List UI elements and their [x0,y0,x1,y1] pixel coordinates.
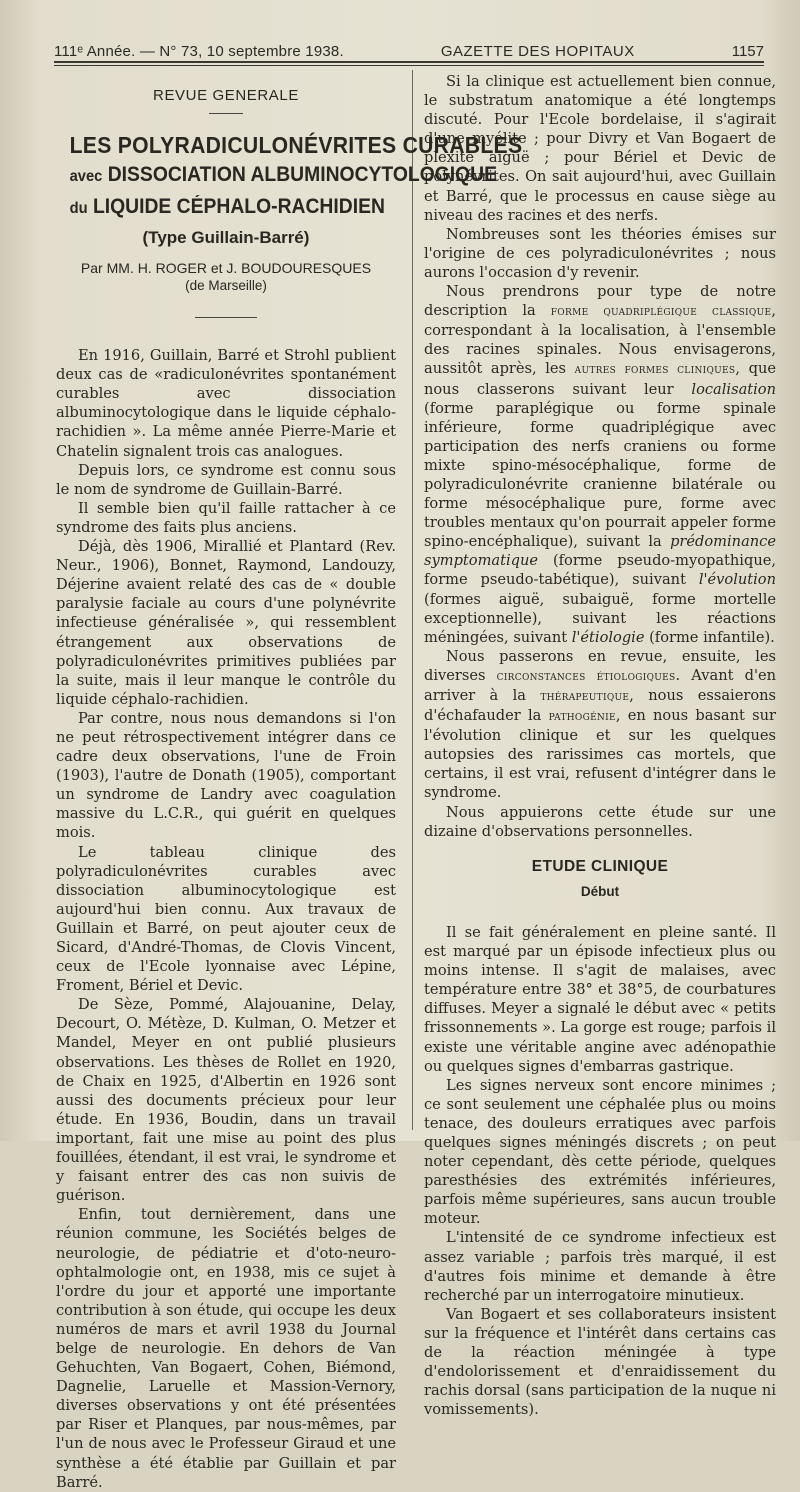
title-du: du [69,200,88,218]
paragraph: L'intensité de ce syndrome infectieux est assez variable ; parfois très marqué, il est d'autres fois minime et demande à être recherché par un interrogatoire minutieux. [424,1229,776,1304]
italic-run: prédominance symptomatique [424,533,776,570]
paragraph: Par contre, nous nous demandons si l'on ne peut rétrospectivement intégrer dans ce cadre deux observations, l'une de Froin (1903), l'autre de Donath (1905), comportant un syndrome de Landry avec coagulation massive du L.C.R., qui guérit en quelques mois. [56,709,396,842]
text-run: , en nous basant sur l'évolution clinique et sur les quelques autopsies des rarissimes cas mortels, que certains, il est vrai, refusent d'intégrer dans le syndrome. [424,707,776,802]
section-label: REVUE GENERALE [153,87,299,104]
title-line-3-main: LIQUIDE CÉPHALO-RACHIDIEN [92,195,385,219]
small-caps-run: autres formes cliniques [574,362,736,378]
paragraph: Déjà, dès 1906, Mirallié et Plantard (Rev. Neur., 1906), Bonnet, Raymond, Landouzy, Déjerine avaient relaté des cas de « double paralysie faciale au cours d'une polynévrite infectieuse généralisée », qui ressemblent étrangement aux observations de polyradiculonévrites primitives publiées par la suite, mais il leur manque le contrôle du liquide céphalo-rachidien. [56,538,396,708]
text-run: (forme infantile). [644,628,775,646]
italic-run: l'évolution [698,571,776,589]
text-run: , correspondant à la localisation, à l'ensemble des racines spinales. Nous envisagerons, aussitôt après, les [424,302,776,378]
small-caps-run: pathogénie [548,709,616,725]
text-run: (forme paraplégique ou forme spinale inférieure, forme quadriplégique avec participation des nerfs craniens ou forme mixte spino-mésocéphalique, forme de polyradiculonévrite cranienne bilatérale ou forme mésocéphalique pure, forme avec troubles mentaux qu'on pourrait appeler forme spino-encéphalique), suivant la [424,399,776,551]
title-rule [195,317,257,318]
section-rule [209,113,243,114]
paragraph-plan [424,647,776,803]
paragraph: Les signes nerveux sont encore minimes ; ce sont seulement une céphalée plus ou moins tenace, des douleurs erratiques avec parfois quelques signes méningés discrets ; on peut noter cependant, dès cette période, quelques paresthésies des extrémités inférieures, parfois même supérieures, sans aucun trouble moteur. [424,1076,776,1228]
paragraph: Le tableau clinique des polyradiculonévrites curables avec dissociation albuminocytologique est aujourd'hui bien connu. Aux travaux de Guillain et Barré, on peut ajouter ceux de Sicard, d'André-Thomas, de Clovis Vincent, ceux de l'Ecole lyonnaise avec Lépine, Froment, Bériel et Devic. [56,843,396,995]
paragraph: Nombreuses sont les théories émises sur l'origine de ces polyradiculonévrites ; nous aurons l'occasion d'y revenir. [424,225,776,281]
title-line-2-main: DISSOCIATION ALBUMINOCYTOLOGIQUE [107,163,497,187]
journal-name: GAZETTE DES HOPITAUX [440,43,635,60]
paragraph: Nous appuierons cette étude sur une dizaine d'observations personnelles. [424,803,776,840]
article-title-line-3 [70,192,383,224]
subsection-heading: Début [580,883,620,899]
text-run: . Avant d'en arriver à la [424,666,777,704]
paragraph-forms [424,282,776,647]
paragraph: Depuis lors, ce syndrome est connu sous le nom de syndrome de Guillain-Barré. [56,461,396,498]
running-head [54,34,764,60]
page-number: 1157 [731,43,764,60]
paragraph: De Sèze, Pommé, Alajouanine, Delay, Decourt, O. Métèze, D. Kulman, O. Metzer et Mandel, Meyer en ont publié plusieurs observations. Les thèses de Rollet en 1920, de Chaix en 1925, d'Albertin en 1926 sont aussi des documents précieux pour leur étude. En 1936, Boudin, dans un travail important, fait une mise au point des plus fouillées, étendant, il est vrai, le syndrome et y faisant entrer des cas non suivis de guérison. [56,996,396,1205]
header-rule-thin [54,65,764,66]
italic-run: localisation [691,380,776,398]
paragraph: En 1916, Guillain, Barré et Strohl publient deux cas de «radiculonévrites spontanément curables avec dissociation albuminocytologique dans le liquide céphalo-rachidien ». La même année Pierre-Marie et Chatelin signalent trois cas analogues. [56,347,396,460]
text-run: Nous passerons en revue, ensuite, les diverses [424,647,776,684]
paragraph: Il semble bien qu'il faille rattacher à ce syndrome des faits plus anciens. [56,499,396,536]
text-run: Nous prendrons pour type de notre description la [424,283,776,320]
text-run: (forme pseudo-myopathique, forme pseudo-tabétique), suivant [424,552,776,589]
article-title-line-2 [69,160,497,192]
column-divider [412,70,413,1130]
title-avec: avec [69,168,103,186]
article-subtitle: (Type Guillain-Barré) [142,228,310,248]
left-column [56,72,523,1492]
article-title-line-1: LES POLYRADICULONÉVRITES CURABLES [69,132,523,159]
text-run: , que nous classerons suivant leur [424,360,776,398]
header-rule [54,61,764,63]
author-affiliation: (de Marseille) [185,278,267,294]
small-caps-run: circonstances étiologiques [496,668,676,684]
article-authors: Par MM. H. ROGER et J. BOUDOURESQUES [80,260,372,277]
small-caps-run: forme quadriplégique classique [550,304,772,320]
paragraph: Il se fait généralement en pleine santé. Il est marqué par un épisode infectieux plus ou moins intense. Il s'agit de malaises, avec température entre 38° et 38°5, de courbatures diffuses. Meyer a signalé le début avec « petits frissonnements ». La gorge est rouge; parfois il existe une véritable angine avec adénopathie ou quelques signes d'embarras gastrique. [424,923,776,1075]
text-run: , nous essaierons d'échafauder la [424,687,776,725]
paragraph: Si la clinique est actuellement bien connue, le substratum anatomique a été longtemps discuté. Pour l'Ecole bordelaise, il s'agirait d'une myélite ; pour Divry et Van Bogaert de plexite aiguë ; pour Bériel et Devic de polynévrites. On sait aujourd'hui, avec Guillain et Barré, que le processus en cause siège au niveau des racines et des nerfs. [424,73,776,224]
italic-run: l'étiologie [571,628,645,646]
issue-line: 111ᵉ Année. — N° 73, 10 septembre 1938. [54,43,344,60]
right-column [424,72,776,1419]
paragraph: Van Bogaert et ses collaborateurs insistent sur la fréquence et l'intérêt dans certains cas de la réaction méningée à type d'endolorissement et d'enraidissement du rachis dorsal (sans participation de la nuque ni vomissements). [424,1305,776,1419]
section-heading: ETUDE CLINIQUE [531,857,669,875]
text-run: (formes aiguë, subaiguë, forme mortelle exceptionnelle), suivant les réactions méningées, suivant [424,590,776,646]
paragraph: Enfin, tout dernièrement, dans une réunion commune, les Sociétés belges de neurologie, de pédiatrie et d'oto-neuro-ophtalmologie ont, en 1938, mis ce sujet à l'ordre du jour et apporté une importante contribution à son étude, qui occupe les deux numéros de mars et avril 1938 du Journal belge de neurologie. En dehors de Van Gehuchten, Van Bogaert, Cohen, Biémond, Dagnelie, Laruelle et Massion-Vernory, diverses observations y ont été présentées par Riser et Planques, par nous-mêmes, par l'un de nous avec le Professeur Giraud et une synthèse a été établie par Guillain et par Barré. [56,1206,396,1491]
small-caps-run: thérapeutique [540,689,630,704]
